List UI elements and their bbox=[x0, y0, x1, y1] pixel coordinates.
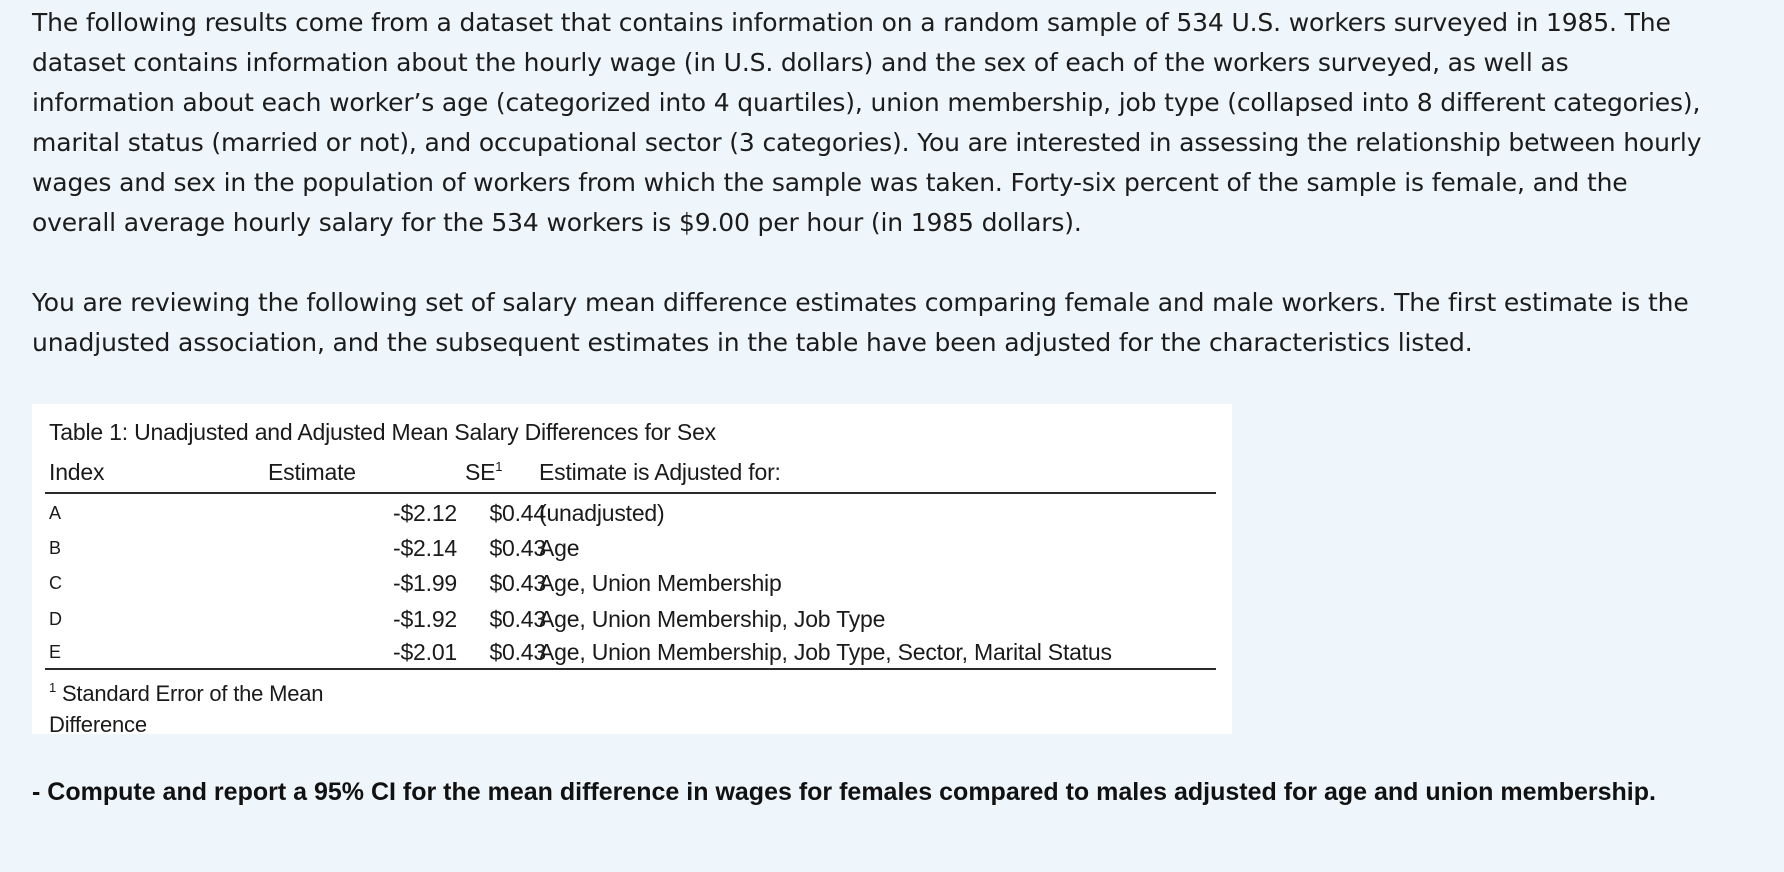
row-index: C bbox=[49, 573, 62, 593]
footnote-text: Standard Error of the Mean Difference bbox=[49, 681, 324, 737]
row-se: $0.43 bbox=[489, 535, 546, 561]
header-adjusted-for: Estimate is Adjusted for: bbox=[539, 459, 781, 485]
row-estimate: -$2.12 bbox=[392, 500, 457, 526]
row-adjusted-for: (unadjusted) bbox=[539, 500, 665, 526]
context-paragraph: You are reviewing the following set of salary mean difference estimates comparing female and male workers. The first estimate is the unadjusted association, and the subsequent estimates in the table have been adjusted for the characteristics listed. bbox=[32, 288, 1689, 357]
row-index: D bbox=[49, 609, 62, 629]
table-row bbox=[32, 496, 1232, 531]
row-se: $0.43 bbox=[489, 570, 546, 596]
header-estimate: Estimate bbox=[268, 459, 356, 485]
row-adjusted-for: Age bbox=[539, 535, 580, 561]
row-adjusted-for: Age, Union Membership, Job Type, Sector, Marital Status bbox=[539, 639, 1112, 665]
row-adjusted-for: Age, Union Membership bbox=[539, 570, 782, 596]
question-prompt: - Compute and report a 95% CI for the mean difference in wages for females compared to males adjusted for age and union membership. bbox=[32, 778, 1656, 806]
bottom-rule bbox=[45, 668, 1216, 670]
row-se: $0.43 bbox=[489, 606, 546, 632]
row-index: A bbox=[49, 503, 61, 523]
footnote-mark: 1 bbox=[49, 680, 57, 695]
header-index: Index bbox=[49, 459, 105, 485]
table-footnote bbox=[49, 672, 389, 740]
row-se: $0.43 bbox=[489, 639, 546, 665]
row-index: E bbox=[49, 642, 61, 662]
row-index: B bbox=[49, 538, 61, 558]
results-table-image bbox=[32, 404, 1232, 737]
table-title: Table 1: Unadjusted and Adjusted Mean Salary Differences for Sex bbox=[49, 419, 716, 445]
header-rule bbox=[45, 492, 1216, 494]
table-row bbox=[32, 531, 1232, 566]
row-estimate: -$1.92 bbox=[392, 606, 457, 632]
table-row bbox=[32, 566, 1232, 601]
table-row bbox=[32, 635, 1232, 670]
se-footnote-mark: 1 bbox=[495, 459, 503, 474]
row-estimate: -$1.99 bbox=[392, 570, 457, 596]
table-row bbox=[32, 602, 1232, 637]
row-estimate: -$2.14 bbox=[392, 535, 457, 561]
row-adjusted-for: Age, Union Membership, Job Type bbox=[539, 606, 886, 632]
row-se: $0.44 bbox=[489, 500, 546, 526]
intro-paragraph: The following results come from a dataset that contains information on a random sample of 534 U.S. workers surveyed in 1985. The dataset contains information about the hourly wage (in U.S. dollars) and the sex of each of the workers surveyed, as well as information about each worker’s age (categorized into 4 quartiles), union membership, job type (collapsed into 8 different categories), marital status (married or not), and occupational sector (3 categories). You are interested in assessing the relationship between hourly wages and sex in the population of workers from which the sample was taken. Forty-six percent of the sample is female, and the overall average hourly salary for the 534 workers is $9.00 per hour (in 1985 dollars). bbox=[32, 8, 1702, 237]
header-se: $SE^1$ bbox=[465, 459, 503, 485]
row-estimate: -$2.01 bbox=[392, 639, 457, 665]
